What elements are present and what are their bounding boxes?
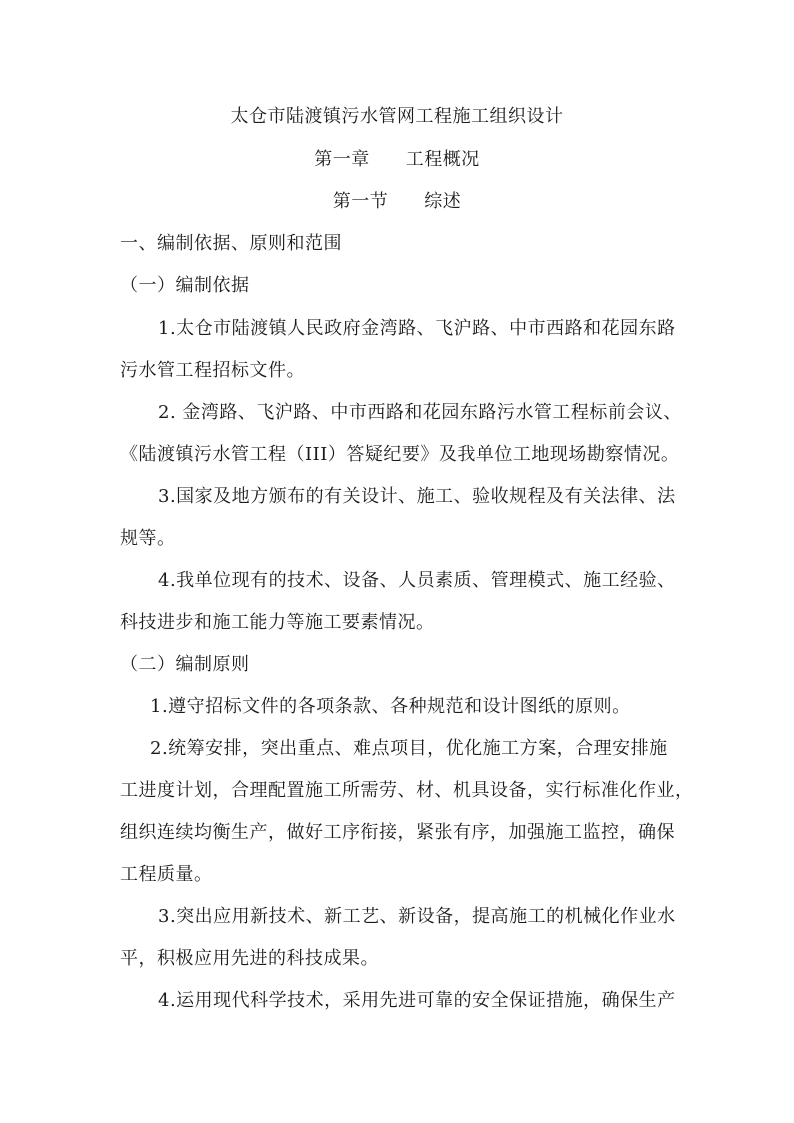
paragraph-line: 2.统筹安排，突出重点、难点项目，优化施工方案，合理安排施 — [150, 738, 668, 759]
section-label: 第一节 — [332, 191, 389, 212]
basis-heading: （一）编制依据 — [120, 275, 250, 296]
section-heading — [0, 190, 794, 214]
paragraph-line: 1.太仓市陆渡镇人民政府金湾路、飞沪路、中市西路和花园东路 — [158, 318, 676, 339]
heading-level1: 一、编制依据、原则和范围 — [120, 233, 342, 254]
chapter-heading — [0, 148, 794, 172]
paragraph-line: 3.突出应用新技术、新工艺、新设备，提高施工的机械化作业水 — [158, 906, 676, 927]
paragraph-line: 组织连续均衡生产，做好工序衔接，紧张有序，加强施工监控，确保 — [120, 822, 675, 843]
paragraph-line: 规等。 — [120, 528, 176, 549]
paragraph-line: 平，积极应用先进的科技成果。 — [120, 948, 379, 969]
chapter-name: 工程概况 — [405, 149, 480, 170]
paragraph-line: 工进度计划，合理配置施工所需劳、材、机具设备，实行标准化作业， — [120, 780, 694, 801]
paragraph-line: 科技进步和施工能力等施工要素情况。 — [120, 612, 435, 633]
document-title: 太仓市陆渡镇污水管网工程施工组织设计 — [230, 106, 564, 127]
paragraph-line: 工程质量。 — [120, 864, 213, 885]
paragraph-line: 污水管工程招标文件。 — [120, 360, 305, 381]
paragraph-line: 4.我单位现有的技术、设备、人员素质、管理模式、施工经验、 — [158, 570, 676, 591]
paragraph-line: 2. 金湾路、飞沪路、中市西路和花园东路污水管工程标前会议、 — [158, 402, 682, 423]
chapter-label: 第一章 — [314, 149, 370, 170]
section-name: 综述 — [424, 191, 462, 212]
principles-heading: （二）编制原则 — [120, 654, 250, 675]
paragraph-line: 1.遵守招标文件的各项条款、各种规范和设计图纸的原则。 — [150, 696, 631, 717]
paragraph-line: 《陆渡镇污水管工程（III）答疑纪要》及我单位工地现场勘察情况。 — [120, 444, 680, 465]
paragraph-line: 4.运用现代科学技术，采用先进可靠的安全保证措施，确保生产 — [158, 990, 676, 1011]
paragraph-line: 3.国家及地方颁布的有关设计、施工、验收规程及有关法律、法 — [158, 486, 676, 507]
